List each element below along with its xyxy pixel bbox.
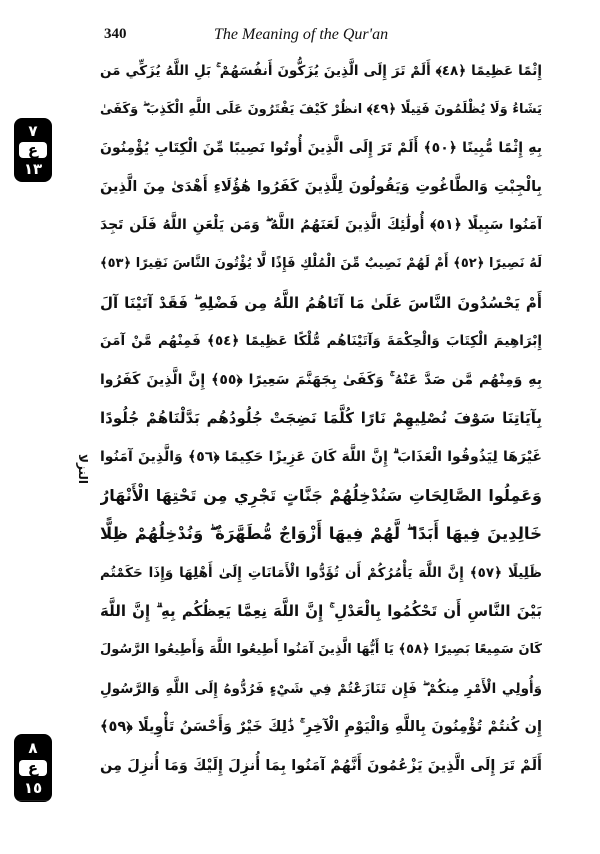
margin-rule — [18, 800, 48, 801]
text-line: آمَنُوا سَبِيلًا ﴿٥١﴾ أُولَٰئِكَ الَّذِينَ لَعَنَهُمُ اللَّهُ ۖ وَمَن يَلْعَنِ اللَّهُ فَلَن تَجِدَ — [100, 217, 542, 234]
text-line: لَهُ نَصِيرًا ﴿٥٢﴾ أَمْ لَهُمْ نَصِيبٌ مِّنَ الْمُلْكِ فَإِذًا لَّا يُؤْتُونَ النَّاسَ نَقِيرًا ﴿٥٣﴾ — [100, 255, 542, 271]
marker-bottom-number: ٨ — [28, 739, 38, 757]
marker-top-number: ٧ — [28, 122, 38, 141]
page-number: 340 — [104, 26, 127, 42]
text-line: وَأُولِي الْأَمْرِ مِنكُمْ ۖ فَإِن تَنَازَعْتُمْ فِي شَيْءٍ فَرُدُّوهُ إِلَى اللَّهِ وَالرَّسُولِ — [100, 680, 542, 697]
text-line: أَمْ يَحْسُدُونَ النَّاسَ عَلَىٰ مَا آتَاهُمُ اللَّهُ مِن فَضْلِهِ ۖ فَقَدْ آتَيْنَا آلَ — [100, 293, 542, 312]
text-line: خَالِدِينَ فِيهَا أَبَدًا ۖ لَّهُمْ فِيهَا أَزْوَاجٌ مُّطَهَّرَةٌ ۖ وَنُدْخِلُهُمْ ظِلًّا — [100, 524, 542, 544]
text-line: أَلَمْ تَرَ إِلَى الَّذِينَ يَزْعُمُونَ أَنَّهُمْ آمَنُوا بِمَا أُنزِلَ إِلَيْكَ وَمَا أُنزِلَ مِن — [100, 757, 542, 774]
marker-bottom-count: ١٥ — [23, 779, 43, 797]
marker-top-count: ١٣ — [23, 159, 43, 178]
marker-top-letter: ع — [19, 142, 47, 158]
text-line: إِثْمًا عَظِيمًا ﴿٤٨﴾ أَلَمْ تَرَ إِلَى الَّذِينَ يُزَكُّونَ أَنفُسَهُمْ ۚ بَلِ اللَّهُ يُزَكِّي مَن — [100, 63, 542, 79]
text-line: يَشَاءُ وَلَا يُظْلَمُونَ فَتِيلًا ﴿٤٩﴾ انظُرْ كَيْفَ يَفْتَرُونَ عَلَى اللَّهِ الْكَذِبَ ۖ وَكَفَىٰ — [100, 101, 542, 117]
ruku-marker-bottom — [14, 734, 52, 802]
text-line: إِبْرَاهِيمَ الْكِتَابَ وَالْحِكْمَةَ وَآتَيْنَاهُم مُّلْكًا عَظِيمًا ﴿٥٤﴾ فَمِنْهُم مَّنْ آمَنَ — [100, 333, 542, 350]
text-line: بِآيَاتِنَا سَوْفَ نُصْلِيهِمْ نَارًا كُلَّمَا نَضِجَتْ جُلُودُهُم بَدَّلْنَاهُمْ جُلُودًا — [100, 409, 542, 428]
text-line: ظَلِيلًا ﴿٥٧﴾ إِنَّ اللَّهَ يَأْمُرُكُمْ أَن تُؤَدُّوا الْأَمَانَاتِ إِلَىٰ أَهْلِهَا وَإِذَا حَكَمْتُم — [100, 564, 542, 581]
text-line: كَانَ سَمِيعًا بَصِيرًا ﴿٥٨﴾ يَا أَيُّهَا الَّذِينَ آمَنُوا أَطِيعُوا اللَّهَ وَأَطِيعُوا الرَّسُولَ — [100, 641, 542, 657]
text-line: إِن كُنتُمْ تُؤْمِنُونَ بِاللَّهِ وَالْيَوْمِ الْآخِرِ ۚ ذَٰلِكَ خَيْرٌ وَأَحْسَنُ تَأْوِيلًا ﴿٥٩﴾ — [100, 719, 542, 736]
marker-bottom-letter: ع — [19, 760, 47, 776]
text-line: بِالْجِبْتِ وَالطَّاغُوتِ وَيَقُولُونَ لِلَّذِينَ كَفَرُوا هَٰؤُلَاءِ أَهْدَىٰ مِنَ الَّذِينَ — [100, 178, 542, 195]
text-line: بَيْنَ النَّاسِ أَن تَحْكُمُوا بِالْعَدْلِ ۚ إِنَّ اللَّهَ نِعِمَّا يَعِظُكُم بِهِ ۗ إِنَّ اللَّهَ — [100, 602, 542, 621]
text-line: بِهِ إِثْمًا مُّبِينًا ﴿٥٠﴾ أَلَمْ تَرَ إِلَى الَّذِينَ أُوتُوا نَصِيبًا مِّنَ الْكِتَابِ يُؤْمِنُونَ — [100, 140, 542, 157]
arabic-text-block — [100, 52, 542, 785]
running-title: The Meaning of the Qur'an — [214, 26, 389, 43]
text-line: بِهِ وَمِنْهُم مَّن صَدَّ عَنْهُ ۚ وَكَفَىٰ بِجَهَنَّمَ سَعِيرًا ﴿٥٥﴾ إِنَّ الَّذِينَ كَفَرُوا — [100, 371, 542, 388]
text-line: وَعَمِلُوا الصَّالِحَاتِ سَنُدْخِلُهُمْ جَنَّاتٍ تَجْرِي مِن تَحْتِهَا الْأَنْهَارُ — [100, 485, 542, 505]
ruku-marker-top — [14, 118, 52, 182]
page-header — [0, 26, 600, 48]
margin-side-word: النزلا — [75, 454, 90, 484]
text-line: غَيْرَهَا لِيَذُوقُوا الْعَذَابَ ۗ إِنَّ اللَّهَ كَانَ عَزِيزًا حَكِيمًا ﴿٥٦﴾ وَالَّذِينَ آمَنُوا — [100, 448, 542, 465]
